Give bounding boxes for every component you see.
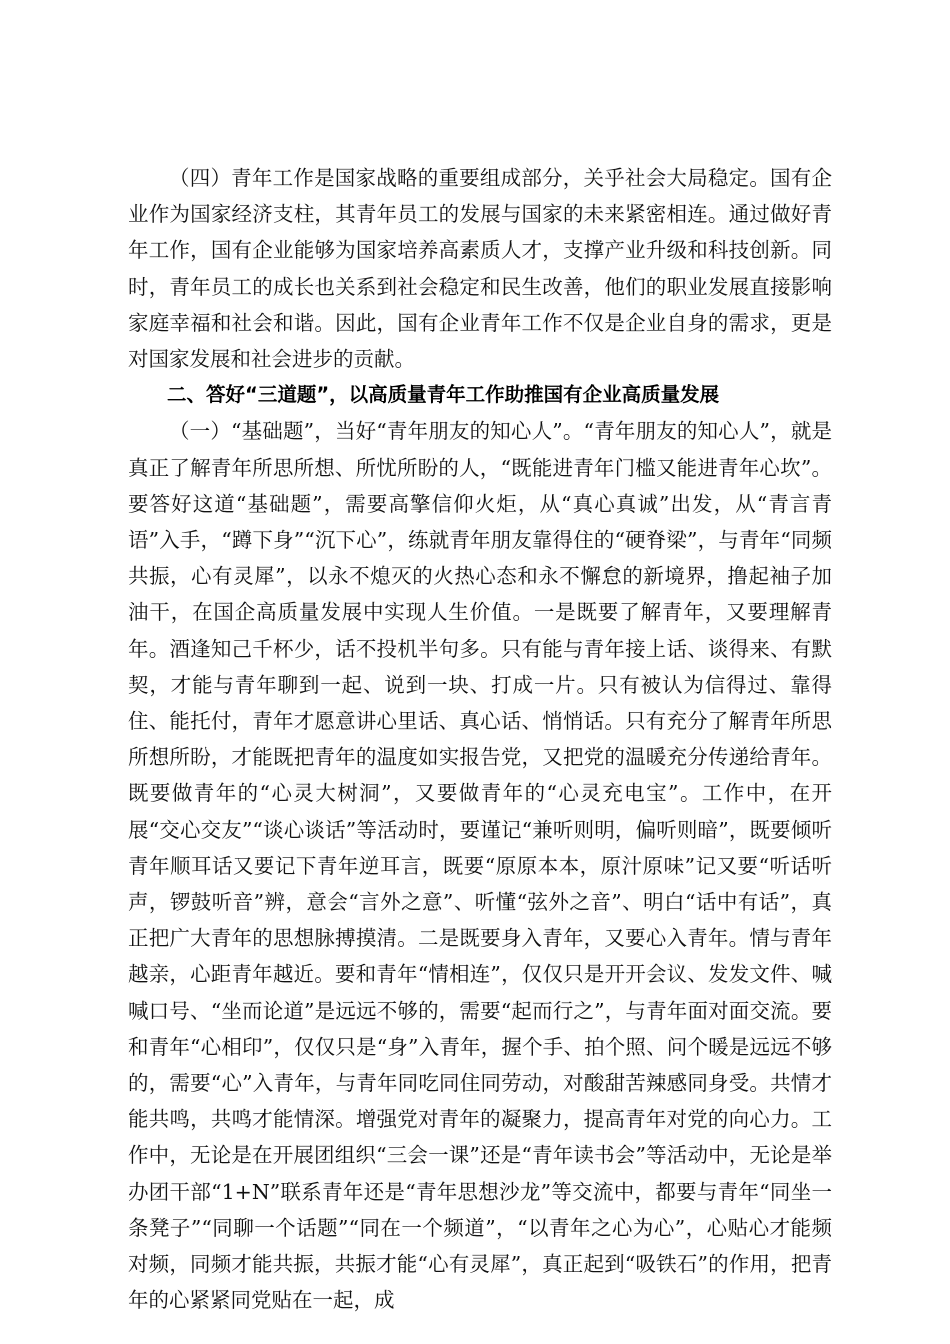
document-body bbox=[128, 160, 832, 1319]
paragraph-basic-question: （一）“基础题”，当好“青年朋友的知心人”。“青年朋友的知心人”，就是真正了解青年所思所想、所忧所盼的人，“既能进青年门槛又能进青年心坎”。要答好这道“基础题”，需要高擎信仰火炬，从“真心真诚”出发，从“青言青语”入手，“蹲下身”“沉下心”，练就青年朋友靠得住的“硬脊梁”，与青年“同频共振，心有灵犀”，以永不熄灭的火热心态和永不懈怠的新境界，撸起袖子加油干，在国企高质量发展中实现人生价值。一是既要了解青年，又要理解青年。酒逢知己千杯少，话不投机半句多。只有能与青年接上话、谈得来、有默契，才能与青年聊到一起、说到一块、打成一片。只有被认为信得过、靠得住、能托付，青年才愿意讲心里话、真心话、悄悄话。只有充分了解青年所思所想所盼，才能既把青年的温度如实报告党，又把党的温暖充分传递给青年。既要做青年的“心灵大树洞”，又要做青年的“心灵充电宝”。工作中，在开展“交心交友”“谈心谈话”等活动时，要谨记“兼听则明，偏听则暗”，既要倾听青年顺耳话又要记下青年逆耳言，既要“原原本本，原汁原味”记又要“听话听声，锣鼓听音”辨，意会“言外之意”、听懂“弦外之音”、明白“话中有话”，真正把广大青年的思想脉搏摸清。二是既要身入青年，又要心入青年。情与青年越亲，心距青年越近。要和青年“情相连”，仅仅只是开开会议、发发文件、喊喊口号、“坐而论道”是远远不够的，需要“起而行之”，与青年面对面交流。要和青年“心相印”，仅仅只是“身”入青年，握个手、拍个照、问个暖是远远不够的，需要“心”入青年，与青年同吃同住同劳动，对酸甜苦辣感同身受。共情才能共鸣，共鸣才能情深。增强党对青年的凝聚力，提高青年对党的向心力。工作中，无论是在开展团组织“三会一课”还是“青年读书会”等活动中，无论是举办团干部“1+N”联系青年还是“青年思想沙龙”等交流中，都要与青年“同坐一条凳子”“同聊一个话题”“同在一个频道”，“以青年之心为心”，心贴心才能频对频，同频才能共振，共振才能“心有灵犀”，真正起到“吸铁石”的作用，把青年的心紧紧同党贴在一起，成 bbox=[128, 419, 832, 1313]
paragraph-national-strategy: （四）青年工作是国家战略的重要组成部分，关乎社会大局稳定。国有企业作为国家经济支柱，其青年员工的发展与国家的未来紧密相连。通过做好青年工作，国有企业能够为国家培养高素质人才，支撑产业升级和科技创新。同时，青年员工的成长也关系到社会稳定和民生改善，他们的职业发展直接影响家庭幸福和社会和谐。因此，国有企业青年工作不仅是企业自身的需求，更是对国家发展和社会进步的贡献。 bbox=[128, 166, 832, 372]
section-heading-three-questions: 二、答好“三道题”，以高质量青年工作助推国有企业高质量发展 bbox=[167, 383, 720, 407]
